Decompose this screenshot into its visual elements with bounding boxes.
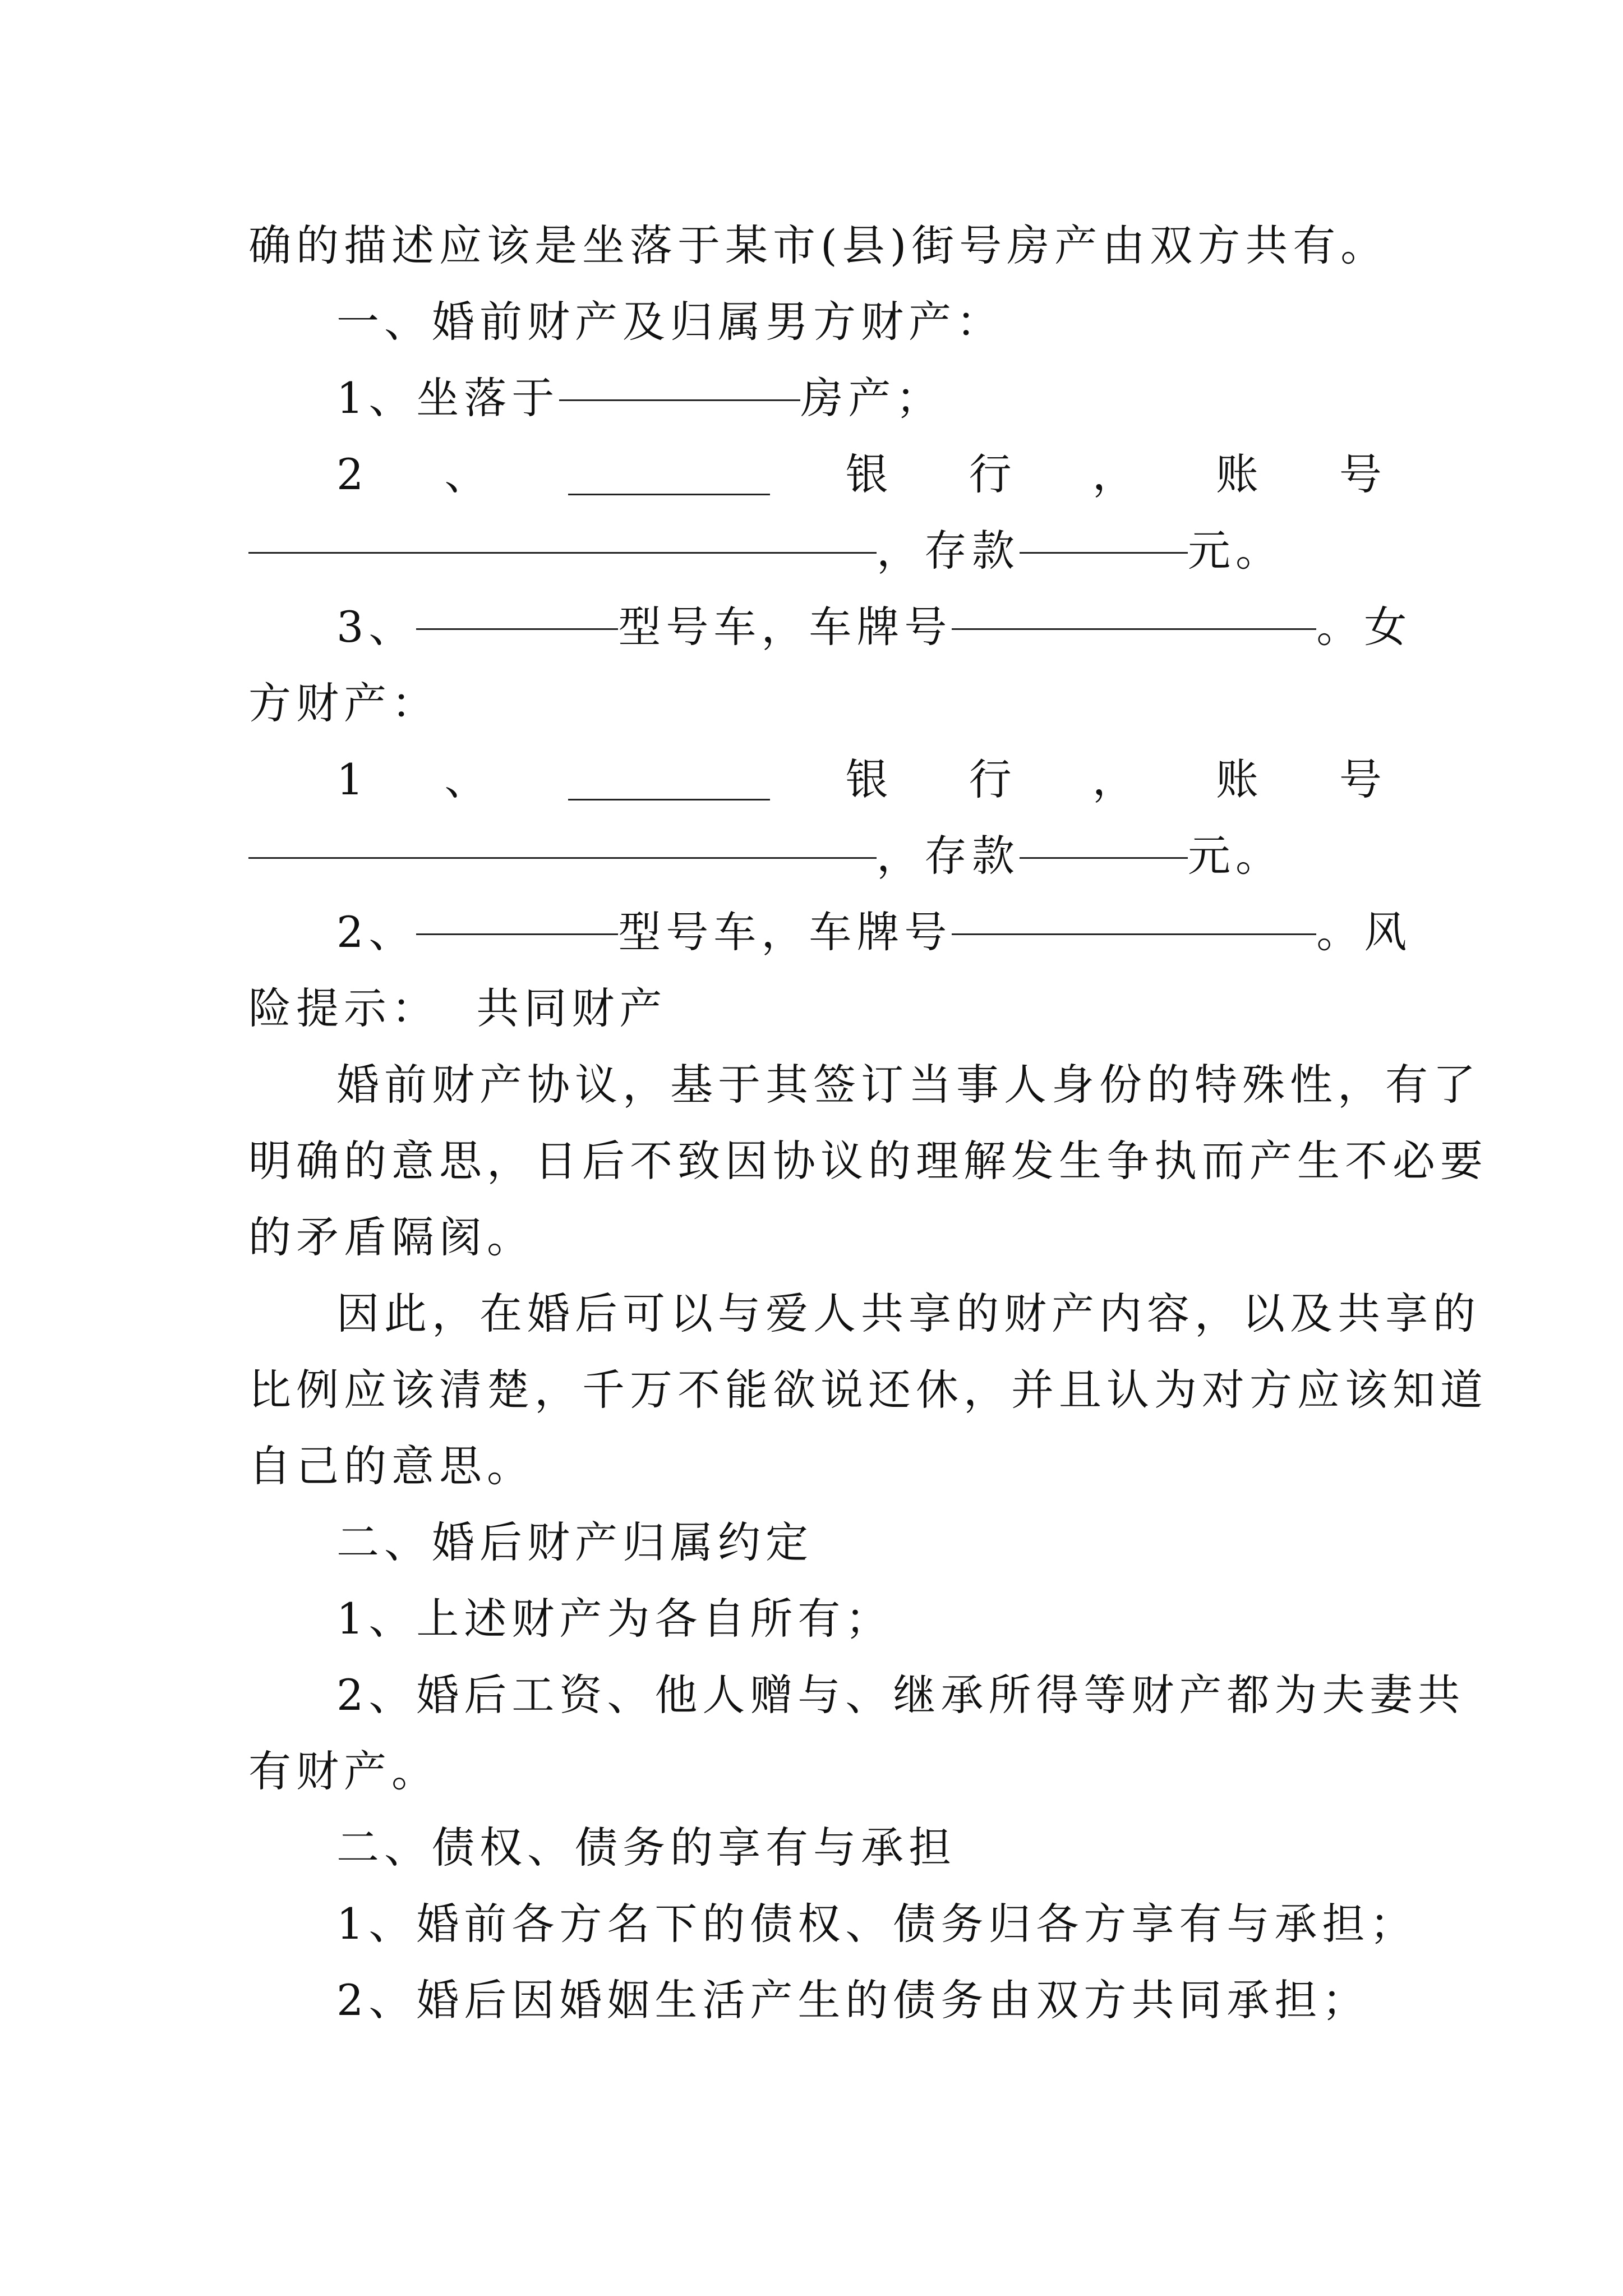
paragraph-line: 因此，在婚后可以与爱人共享的财产内容，以及共享的: [336, 1289, 1481, 1338]
list-item-label: 2、: [336, 907, 417, 957]
list-item-bank-account: [336, 436, 1387, 513]
fill-in-blank[interactable]: [568, 454, 770, 495]
list-item-label: 3、: [336, 602, 417, 652]
paragraph-line: 1、婚前各方名下的债权、债务归各方享有与承担；: [336, 1899, 1418, 1949]
paragraph-line: 的矛盾隔阂。: [248, 1212, 534, 1262]
list-item-label: 2: [336, 449, 369, 499]
list-item-label: ，: [1092, 754, 1140, 804]
fill-in-blank[interactable]: [416, 894, 618, 935]
list-item-label: 银: [845, 754, 893, 804]
list-item-label: 号: [1339, 449, 1387, 499]
list-item-label: 账: [1215, 449, 1264, 499]
list-item-label: 型号车，车牌号: [618, 602, 952, 652]
list-item-label: 、: [444, 754, 492, 804]
paragraph-line: 明确的意思，日后不致因协议的理解发生争执而产生不必要: [248, 1136, 1488, 1186]
section-heading-postmarital-property: 二、婚后财产归属约定: [336, 1517, 813, 1567]
list-item-vehicle: [336, 589, 1412, 665]
list-item-label: ，: [1092, 449, 1140, 499]
list-item-label: 型号车，车牌号: [618, 907, 952, 957]
fill-in-blank[interactable]: [416, 589, 618, 630]
paragraph-line: 2、婚后因婚姻生活产生的债务由双方共同承担；: [336, 1975, 1370, 2025]
list-item-label: 账: [1215, 754, 1264, 804]
list-item-label: ，存款: [877, 526, 1020, 576]
list-item-label: 房产；: [800, 373, 944, 423]
fill-in-blank[interactable]: [952, 894, 1316, 935]
paragraph-line: 婚前财产协议，基于其签订当事人身份的特殊性，有了: [336, 1060, 1481, 1110]
fill-in-blank[interactable]: [1020, 818, 1188, 859]
list-item-label: 行: [969, 449, 1017, 499]
list-item-label: 1、坐落于: [336, 373, 560, 423]
paragraph-line: 1、上述财产为各自所有；: [336, 1594, 893, 1644]
paragraph-line: 有财产。: [248, 1746, 439, 1796]
list-item-label: 。风: [1316, 907, 1412, 957]
fill-in-blank[interactable]: [568, 760, 770, 800]
list-item-label: 。女: [1316, 602, 1412, 652]
list-item-label: 1: [336, 754, 369, 804]
list-item-vehicle: [336, 894, 1412, 970]
paragraph-line: 确的描述应该是坐落于某市(县)街号房产由双方共有。: [248, 220, 1389, 270]
list-item-label: 元。: [1188, 831, 1283, 881]
list-item-label: 行: [969, 754, 1017, 804]
section-heading-premarital-property: 一、婚前财产及归属男方财产：: [336, 297, 1004, 347]
list-item-label: ，存款: [877, 831, 1020, 881]
paragraph-line: 比例应该清楚，千万不能欲说还休，并且认为对方应该知道: [248, 1365, 1488, 1415]
list-item-label: 、: [444, 449, 492, 499]
fill-in-blank[interactable]: [559, 360, 800, 401]
paragraph-line: 2、婚后工资、他人赠与、继承所得等财产都为夫妻共: [336, 1670, 1465, 1720]
list-item-label: 银: [845, 449, 893, 499]
paragraph-line: 险提示： 共同财产: [248, 983, 667, 1033]
section-heading-debts: 二、债权、债务的享有与承担: [336, 1823, 956, 1872]
list-item-bank-account: [336, 742, 1387, 818]
list-item-deposit: [248, 818, 1387, 894]
list-item-label: 号: [1339, 754, 1387, 804]
fill-in-blank[interactable]: [248, 818, 877, 859]
paragraph-line: 方财产：: [248, 678, 439, 728]
list-item-house: [336, 360, 1387, 436]
fill-in-blank[interactable]: [248, 513, 877, 554]
list-item-deposit: [248, 513, 1387, 589]
fill-in-blank[interactable]: [952, 589, 1316, 630]
fill-in-blank[interactable]: [1020, 513, 1188, 554]
paragraph-line: 自己的意思。: [248, 1441, 534, 1491]
list-item-label: 元。: [1188, 526, 1283, 576]
